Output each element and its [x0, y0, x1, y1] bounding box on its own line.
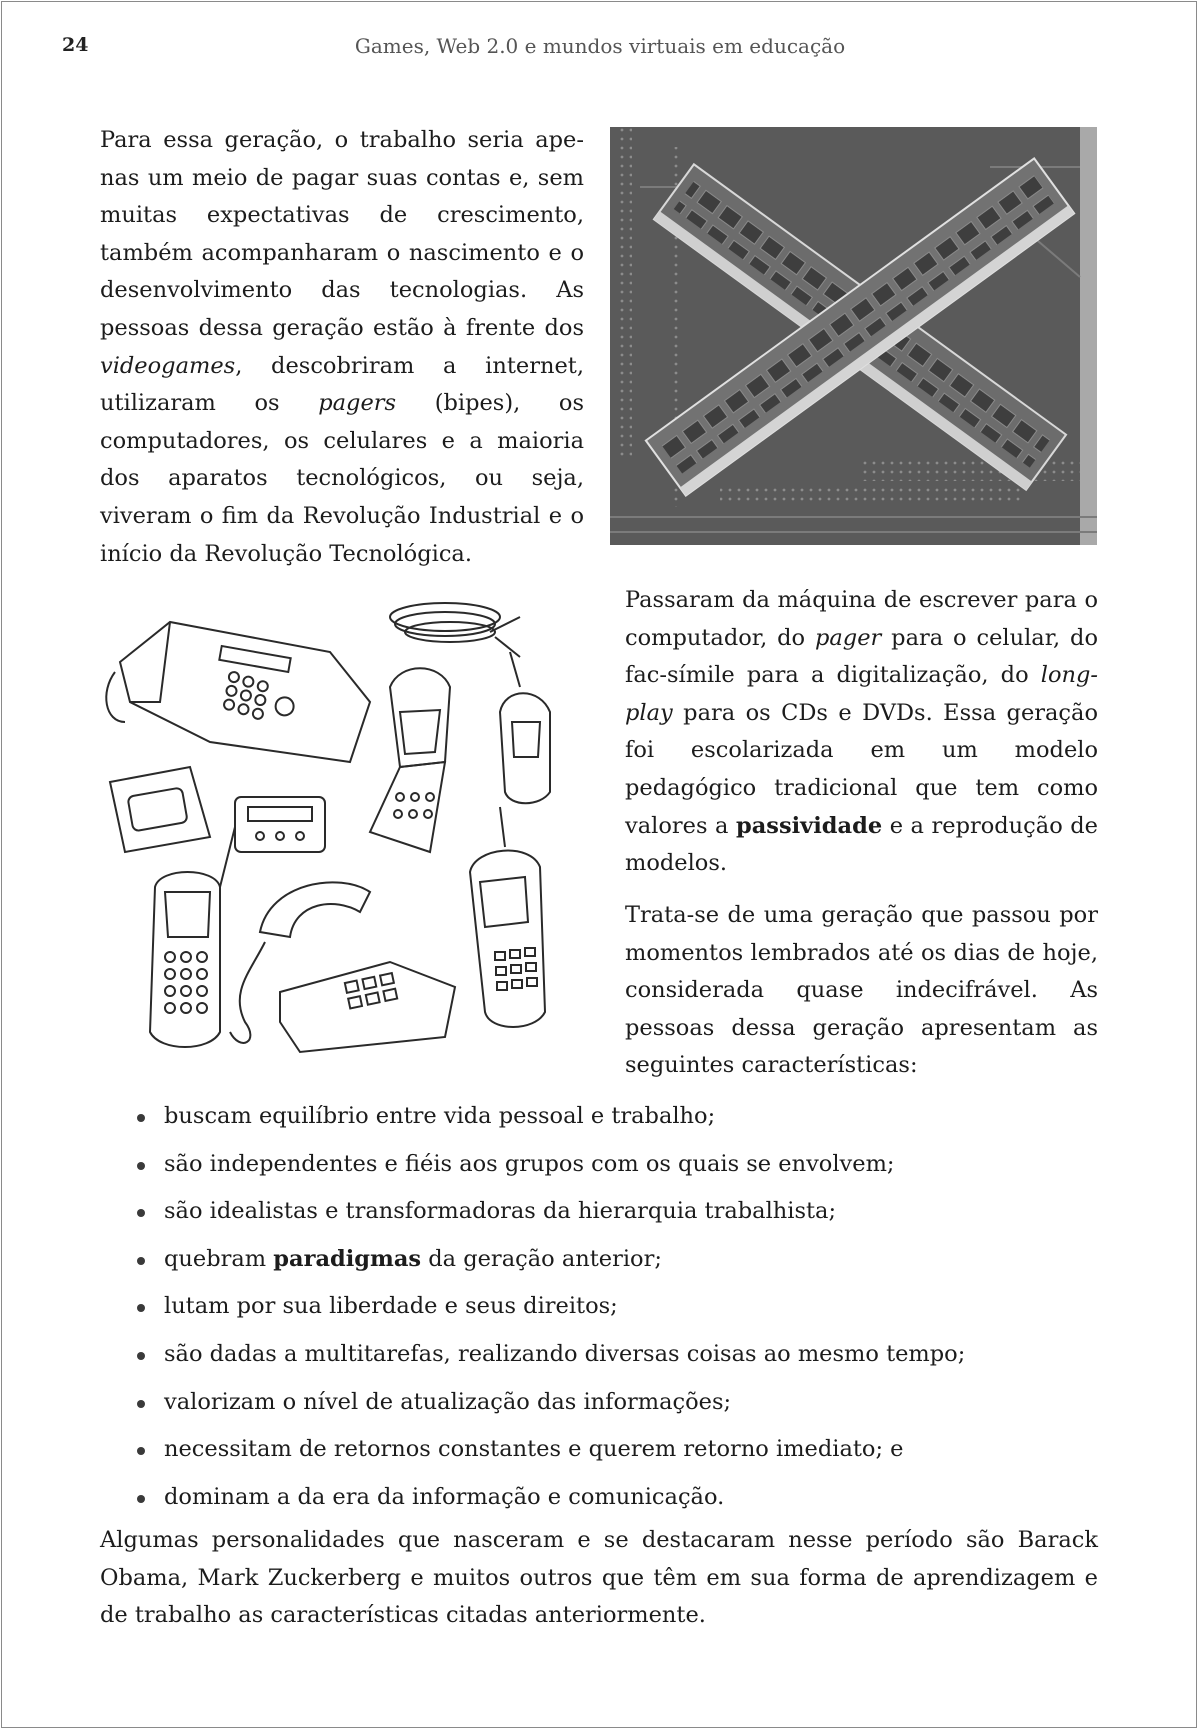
text-run: quebram [164, 1245, 274, 1272]
list-item: são idealistas e transformadoras da hierarquia trabalhista; [100, 1188, 1100, 1236]
italic-term-pagers: pagers [318, 390, 397, 417]
text-run: e a reprodução de modelos. [625, 812, 1098, 877]
list-item: valorizam o nível de atualização das informações; [100, 1379, 1100, 1427]
text-run: Para essa geração, o trabalho seria apenas um meio de pagar suas contas e, sem muitas expectativas de crescimento, também acompanharam o nascimento e o desenvolvimento das tecnologias. As pessoas dessa geração estão à frente dos [100, 127, 584, 341]
list-item: são dadas a multitarefas, realizando diversas coisas ao mesmo tempo; [100, 1331, 1100, 1379]
running-head: Games, Web 2.0 e mundos virtuais em educação [354, 34, 846, 58]
italic-term-long-play: long-play [625, 662, 1098, 726]
page-number: 24 [62, 34, 89, 56]
list-item: buscam equilíbrio entre vida pessoal e trabalho; [100, 1093, 1100, 1141]
text-run: , descobriram a internet, utilizaram os [100, 352, 584, 417]
devices-line-drawing [100, 592, 590, 1062]
text-run: (bipes), os computadores, os celulares e a maioria dos aparatos tecnológicos, ou seja, viveram o fim da Revolução Industrial e o início da Revolução Tecnológica. [100, 390, 584, 567]
paragraph-transitions [625, 582, 1098, 883]
italic-term-pager: pager [814, 624, 882, 651]
memory-modules-photo [610, 127, 1097, 545]
list-item: necessitam de retornos constantes e querem retorno imediato; e [100, 1426, 1100, 1474]
list-item: dominam a da era da informação e comunicação. [100, 1474, 1100, 1522]
text-run: Passaram da máquina de escrever para o computador, do [625, 587, 1098, 651]
text-run: para os CDs e DVDs. Essa geração foi escolarizada em um modelo pedagógico tradicional que tem como valores a [625, 699, 1098, 839]
bold-term-paradigmas: paradigmas [273, 1245, 422, 1272]
italic-term-videogames: videogames [100, 352, 236, 379]
bold-term-passividade: passividade [735, 812, 883, 839]
list-item: são independentes e fiéis aos grupos com os quais se envolvem; [100, 1141, 1100, 1189]
text-run: da geração anterior; [421, 1245, 662, 1272]
text-run: para o celular, do fac-símile para a digitalização, do [625, 624, 1098, 689]
characteristics-list [100, 1093, 1100, 1521]
paragraph-intro [100, 122, 584, 573]
list-item [100, 1236, 1100, 1284]
paragraph-personalities: Algumas personalidades que nasceram e se destacaram nesse período são Barack Obama, Mark Zuckerberg e muitos outros que têm em sua forma de aprendizagem e de trabalho as características citadas anteriormente. [100, 1527, 1098, 1629]
list-item: lutam por sua liberdade e seus direitos; [100, 1283, 1100, 1331]
paragraph-characteristics-intro: Trata-se de uma geração que passou por momentos lembrados até os dias de hoje, considerada quase indecifrável. As pessoas dessa geração apresentam as seguintes características: [625, 902, 1098, 1079]
